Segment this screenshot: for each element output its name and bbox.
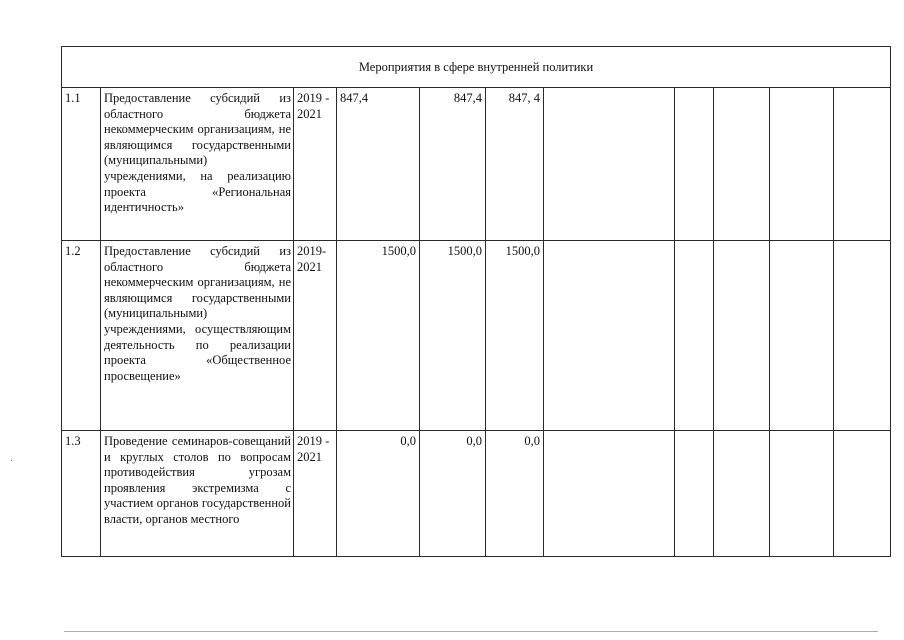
empty-cell <box>834 431 891 557</box>
empty-cell <box>675 431 714 557</box>
row-description: Проведение семинаров-совещаний и круглых столов по вопросам противодействия угрозам проявления экстремизма с участием органов государственной власти, органов местного <box>101 431 294 557</box>
row-value-3: 847, 4 <box>486 88 544 241</box>
empty-cell <box>714 241 770 431</box>
empty-cell <box>544 88 675 241</box>
empty-cell <box>714 88 770 241</box>
empty-cell <box>834 241 891 431</box>
section-title: Мероприятия в сфере внутренней политики <box>358 60 594 75</box>
row-value-2: 1500,0 <box>420 241 486 431</box>
table-row <box>62 241 891 431</box>
row-value-1: 0,0 <box>337 431 420 557</box>
table-row <box>62 88 891 241</box>
empty-cell <box>675 241 714 431</box>
row-number: 1.3 <box>62 431 101 557</box>
row-value-2: 847,4 <box>420 88 486 241</box>
row-years: 2019 - 2021 <box>294 431 337 557</box>
table-row <box>62 431 891 557</box>
section-title-cell <box>62 47 891 88</box>
scan-edge-line <box>64 631 878 632</box>
empty-cell <box>834 88 891 241</box>
row-value-3: 0,0 <box>486 431 544 557</box>
row-value-1: 847,4 <box>337 88 420 241</box>
row-description: Предоставление субсидий из областного бюджета некоммерческим организациям, не являющимся государственными (муниципальными) учреждениями, на реализацию проекта «Региональная идентичность» <box>101 88 294 241</box>
row-value-1: 1500,0 <box>337 241 420 431</box>
empty-cell <box>544 431 675 557</box>
row-description: Предоставление субсидий из областного бюджета некоммерческим организациям, не являющимся государственными (муниципальными) учреждениями, осуществляющим деятельность по реализации проекта «Общественное просвещение» <box>101 241 294 431</box>
measures-table <box>61 46 891 557</box>
empty-cell <box>714 431 770 557</box>
empty-cell <box>770 241 834 431</box>
row-value-2: 0,0 <box>420 431 486 557</box>
section-header-row <box>62 47 891 88</box>
row-years: 2019 - 2021 <box>294 88 337 241</box>
row-number: 1.1 <box>62 88 101 241</box>
scan-speck <box>11 460 12 461</box>
row-value-3: 1500,0 <box>486 241 544 431</box>
row-years: 2019- 2021 <box>294 241 337 431</box>
empty-cell <box>675 88 714 241</box>
empty-cell <box>770 431 834 557</box>
empty-cell <box>544 241 675 431</box>
row-number: 1.2 <box>62 241 101 431</box>
empty-cell <box>770 88 834 241</box>
